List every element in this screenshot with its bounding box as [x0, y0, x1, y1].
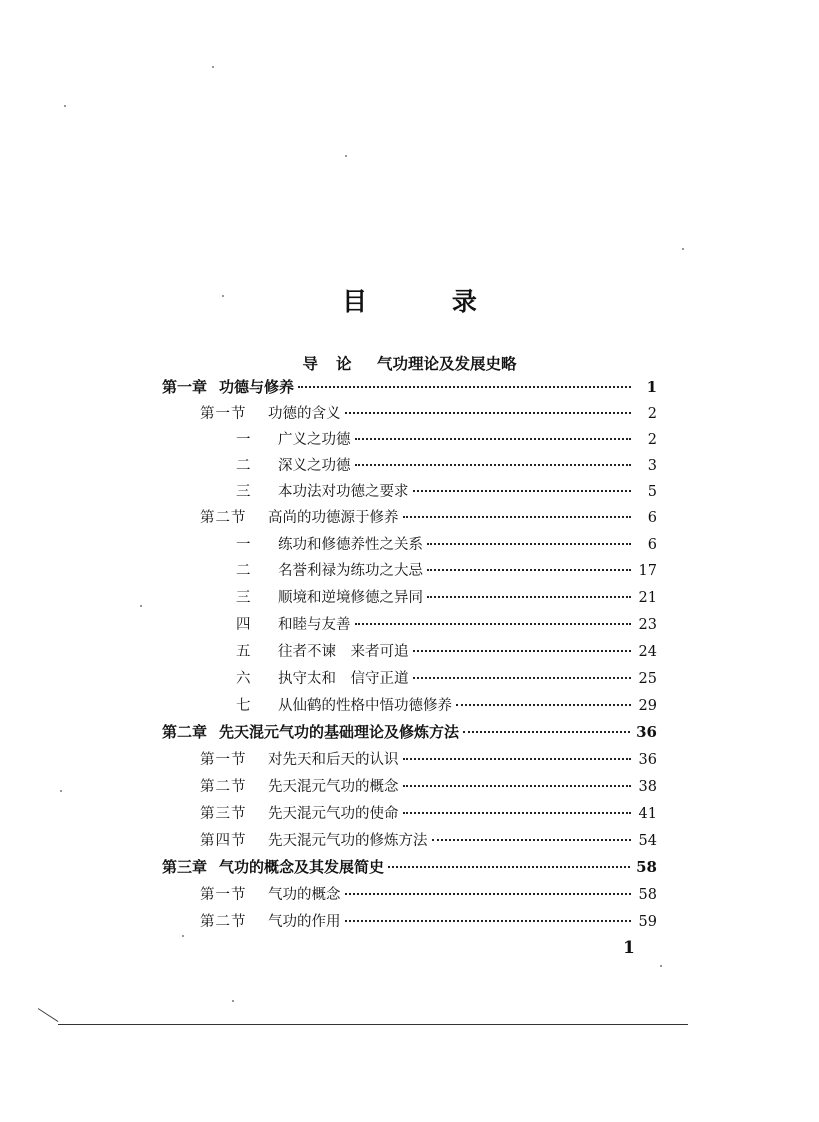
toc-entry-page: 54 [638, 833, 657, 849]
toc-dot-leader [355, 464, 632, 466]
toc-dot-leader [427, 569, 631, 571]
toc-entry [236, 667, 657, 693]
toc-entry-title: 从仙鹤的性格中悟功德修养 [278, 698, 452, 714]
toc-dot-leader [388, 866, 630, 868]
toc-entry-page: 17 [638, 563, 657, 579]
toc-entry-page: 58 [638, 887, 657, 903]
toc-entry-number: 七 [236, 698, 251, 714]
toc-entry-title: 名誉利禄为练功之大忌 [278, 563, 423, 579]
scan-speck [232, 1000, 234, 1002]
intro-label: 导论 [302, 354, 370, 373]
toc-entry-page: 38 [638, 779, 657, 795]
toc-entry-page: 2 [647, 432, 657, 448]
toc-entry-number: 三 [236, 590, 251, 606]
scan-speck [140, 605, 142, 607]
toc-entry-number: 第一节 [200, 406, 247, 422]
scan-speck [345, 155, 347, 157]
toc-dot-leader [355, 438, 632, 440]
toc-entry-title: 先天混元气功的概念 [268, 779, 399, 795]
toc-entry-page: 41 [638, 806, 657, 822]
toc-entry-title: 气功的概念 [268, 887, 341, 903]
toc-entry-title: 先天混元气功的基础理论及修炼方法 [219, 723, 460, 741]
toc-dot-leader [345, 412, 632, 414]
toc-entry [236, 428, 657, 454]
toc-entry-title: 执守太和 信守正道 [278, 671, 409, 687]
toc-entry-title: 功德的含义 [268, 406, 341, 422]
toc-dot-leader [427, 543, 631, 545]
toc-entry [236, 480, 657, 506]
toc-entry [162, 856, 657, 882]
toc-entry-title: 先天混元气功的修炼方法 [268, 833, 428, 849]
toc-entry-title: 气功的作用 [268, 914, 341, 930]
toc-dot-leader [403, 516, 632, 518]
toc-entry-title: 高尚的功德源于修养 [268, 510, 399, 526]
toc-entry-page: 25 [638, 671, 657, 687]
toc-entry [162, 721, 657, 747]
toc-dot-leader [298, 386, 631, 388]
toc-entry-title: 深义之功德 [278, 458, 351, 474]
toc-dot-leader [456, 704, 631, 706]
toc-entry-number: 三 [236, 484, 251, 500]
toc-entry-number: 第三节 [200, 806, 247, 822]
toc-entry [236, 640, 657, 666]
toc-entry-number: 一 [236, 432, 251, 448]
scan-speck [60, 790, 62, 792]
toc-entry-page: 23 [638, 617, 657, 633]
toc-entry-title: 气功的概念及其发展简史 [219, 858, 385, 876]
toc-entry-title: 本功法对功德之要求 [278, 484, 409, 500]
scan-speck [682, 248, 684, 250]
toc-entry [236, 586, 657, 612]
toc-entry [162, 376, 657, 402]
toc-dot-leader [345, 920, 632, 922]
toc-entry-number: 二 [236, 563, 251, 579]
toc-dot-leader [413, 677, 632, 679]
toc-entry [200, 402, 657, 428]
toc-entry-title: 往者不谏 来者可追 [278, 644, 409, 660]
toc-entry-page: 59 [638, 914, 657, 930]
toc-entry-page: 58 [636, 858, 657, 876]
toc-entry [200, 802, 657, 828]
toc-entry-number: 第二章 [162, 723, 208, 741]
toc-entry-number: 第二节 [200, 510, 247, 526]
toc-entry-page: 29 [638, 698, 657, 714]
toc-entry-page: 2 [647, 406, 657, 422]
toc-entry [200, 910, 657, 936]
toc-entry-page: 1 [646, 378, 657, 396]
toc-entry-number: 四 [236, 617, 251, 633]
toc-entry-number: 第一章 [162, 378, 208, 396]
bottom-rule [58, 1024, 688, 1025]
toc-entry [200, 883, 657, 909]
toc-entry [236, 454, 657, 480]
toc-entry-number: 二 [236, 458, 251, 474]
toc-entry-page: 6 [647, 510, 657, 526]
toc-entry-page: 36 [638, 752, 657, 768]
toc-entry-title: 和睦与友善 [278, 617, 351, 633]
toc-dot-leader [403, 785, 632, 787]
toc-entry-number: 五 [236, 644, 251, 660]
toc-entry [236, 694, 657, 720]
toc-entry [200, 748, 657, 774]
page-number: 1 [623, 938, 635, 958]
toc-entry [200, 506, 657, 532]
toc-entry-number: 一 [236, 537, 251, 553]
scan-speck [182, 935, 184, 937]
scan-speck [212, 66, 214, 68]
toc-entry-number: 第四节 [200, 833, 247, 849]
toc-entry-title: 对先天和后天的认识 [268, 752, 399, 768]
bottom-rule-tail [38, 1008, 59, 1022]
toc-entry [200, 775, 657, 801]
page-title: 目 录 [342, 287, 515, 316]
toc-dot-leader [463, 731, 630, 733]
toc-entry-number: 第一节 [200, 887, 247, 903]
toc-entry-title: 练功和修德养性之关系 [278, 537, 423, 553]
toc-dot-leader [345, 893, 632, 895]
scan-speck [660, 965, 662, 967]
toc-entry [236, 613, 657, 639]
toc-entry-page: 3 [647, 458, 657, 474]
toc-entry-page: 36 [636, 723, 657, 741]
toc-dot-leader [403, 758, 632, 760]
toc-entry-page: 5 [647, 484, 657, 500]
toc-dot-leader [355, 623, 632, 625]
toc-entry-page: 21 [638, 590, 657, 606]
toc-entry-title: 顺境和逆境修德之异同 [278, 590, 423, 606]
toc-entry-page: 24 [638, 644, 657, 660]
scan-speck [222, 295, 224, 297]
toc-entry-number: 第一节 [200, 752, 247, 768]
toc-entry-number: 六 [236, 671, 251, 687]
intro-text: 气功理论及发展史略 [376, 354, 517, 373]
toc-entry-number: 第三章 [162, 858, 208, 876]
toc-entry [236, 533, 657, 559]
toc-entry-title: 功德与修养 [219, 378, 295, 396]
toc-entry-title: 广义之功德 [278, 432, 351, 448]
toc-entry-number: 第二节 [200, 914, 247, 930]
toc-entry-number: 第二节 [200, 779, 247, 795]
toc-entry [236, 559, 657, 585]
toc-dot-leader [427, 596, 631, 598]
toc-dot-leader [403, 812, 632, 814]
toc-dot-leader [413, 650, 632, 652]
intro-heading [0, 352, 819, 374]
toc-entry [200, 829, 657, 855]
scan-speck [64, 105, 66, 107]
toc-entry-page: 6 [647, 537, 657, 553]
toc-dot-leader [413, 490, 632, 492]
toc-dot-leader [432, 839, 632, 841]
toc-entry-title: 先天混元气功的使命 [268, 806, 399, 822]
